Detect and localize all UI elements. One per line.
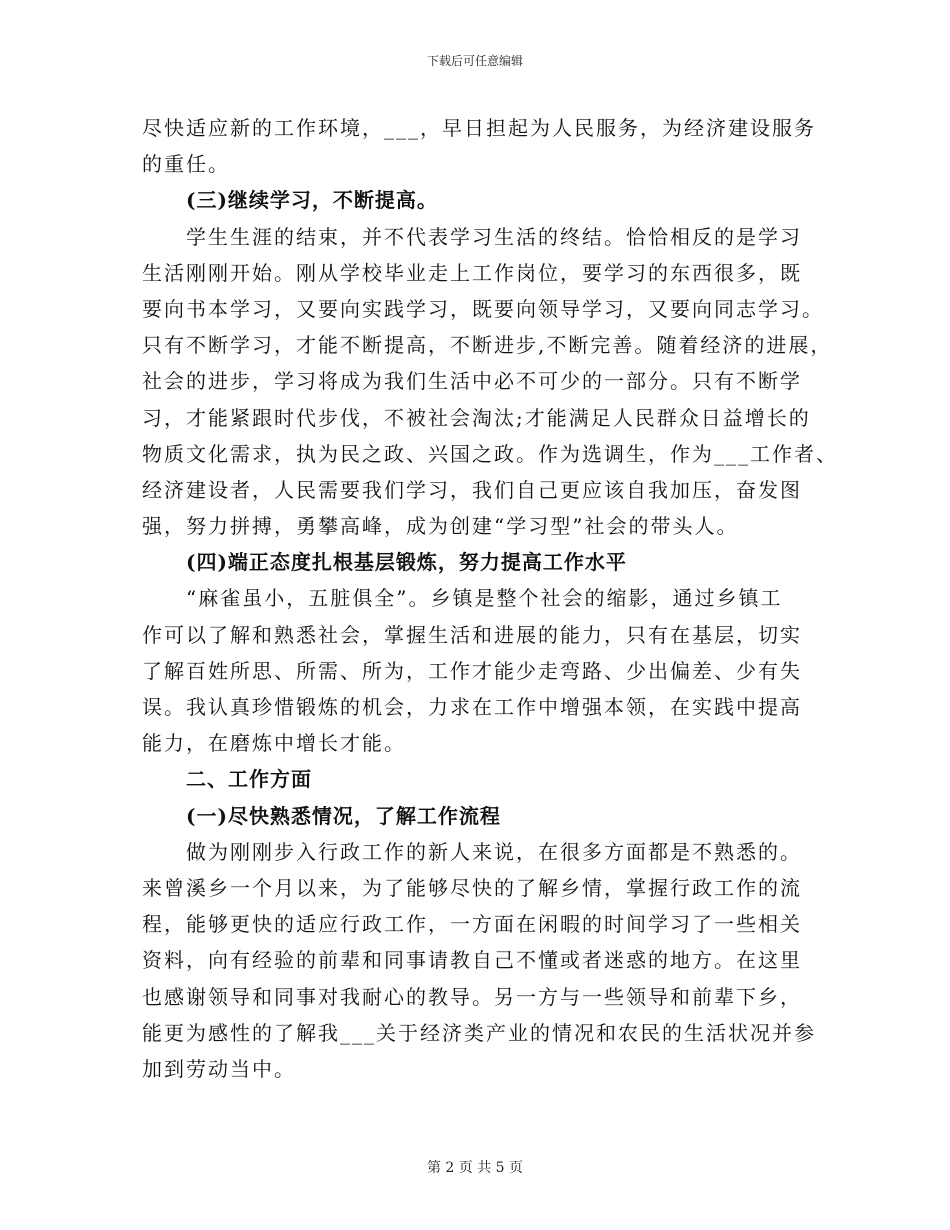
paragraph-line: 尽快适应新的工作环境，___，早日担起为人民服务，为经济建设服务 xyxy=(142,116,816,140)
paragraph-line: 作可以了解和熟悉社会，掌握生活和进展的能力，只有在基层，切实 xyxy=(142,622,802,647)
paragraph-line: 只有不断学习，才能不断提高，不断进步,不断完善。随着经济的进展， xyxy=(142,333,833,358)
paragraph-line: 做为刚刚步入行政工作的新人来说，在很多方面都是不熟悉的。 xyxy=(186,839,802,864)
paragraph-line: 了解百姓所思、所需、所为，工作才能少走弯路、少出偏差、少有失 xyxy=(142,658,802,683)
paragraph-line: 物质文化需求，执为民之政、兴国之政。作为选调生，作为___工作者、 xyxy=(142,441,838,466)
paragraph-line: 生活刚刚开始。刚从学校毕业走上工作岗位，要学习的东西很多，既 xyxy=(142,260,802,285)
paragraph-line: 要向书本学习，又要向实践学习，既要向领导学习，又要向同志学习。 xyxy=(142,296,824,321)
paragraph-line: 资料，向有经验的前辈和同事请教自己不懂或者迷惑的地方。在这里 xyxy=(142,948,802,973)
paragraph-line: 学生生涯的结束，并不代表学习生活的终结。恰恰相反的是学习 xyxy=(186,224,802,249)
paragraph-line: 经济建设者，人民需要我们学习，我们自己更应该自我加压，奋发图 xyxy=(142,477,802,502)
paragraph-line: 程，能够更快的适应行政工作，一方面在闲暇的时间学习了一些相关 xyxy=(142,912,802,937)
paragraph-line: “麻雀虽小，五脏俱全”。乡镇是整个社会的缩影，通过乡镇工 xyxy=(186,586,783,611)
page-header: 下载后可任意编辑 xyxy=(426,54,523,68)
paragraph-line: 能力，在磨炼中增长才能。 xyxy=(142,731,406,756)
paragraph-line: 加到劳动当中。 xyxy=(142,1056,296,1081)
paragraph-line: 的重任。 xyxy=(142,152,230,177)
paragraph-line: 习，才能紧跟时代步伐，不被社会淘汰;才能满足人民群众日益增长的 xyxy=(142,405,811,430)
paragraph-line: 强，努力拼搏，勇攀高峰，成为创建“学习型”社会的带头人。 xyxy=(142,514,739,539)
document-body xyxy=(142,110,838,1087)
paragraph-line: 能更为感性的了解我___关于经济类产业的情况和农民的生活状况并参 xyxy=(142,1020,816,1045)
page-footer: 第 2 页 共 5 页 xyxy=(426,1160,524,1176)
paragraph-line: 也感谢领导和同事对我耐心的教导。另一方与一些领导和前辈下乡， xyxy=(142,984,802,1009)
section-heading: (三)继续学习，不断提高。 xyxy=(186,188,438,213)
section-heading: (四)端正态度扎根基层锻炼，努力提高工作水平 xyxy=(186,550,627,575)
paragraph-line: 社会的进步，学习将成为我们生活中必不可少的一部分。只有不断学 xyxy=(142,369,802,394)
paragraph-line: 误。我认真珍惜锻炼的机会，力求在工作中增强本领，在实践中提高 xyxy=(142,695,802,719)
section-heading: (一)尽快熟悉情况，了解工作流程 xyxy=(186,803,501,828)
paragraph-line: 来曾溪乡一个月以来，为了能够尽快的了解乡情，掌握行政工作的流 xyxy=(142,875,802,900)
section-heading: 二、工作方面 xyxy=(186,767,312,792)
